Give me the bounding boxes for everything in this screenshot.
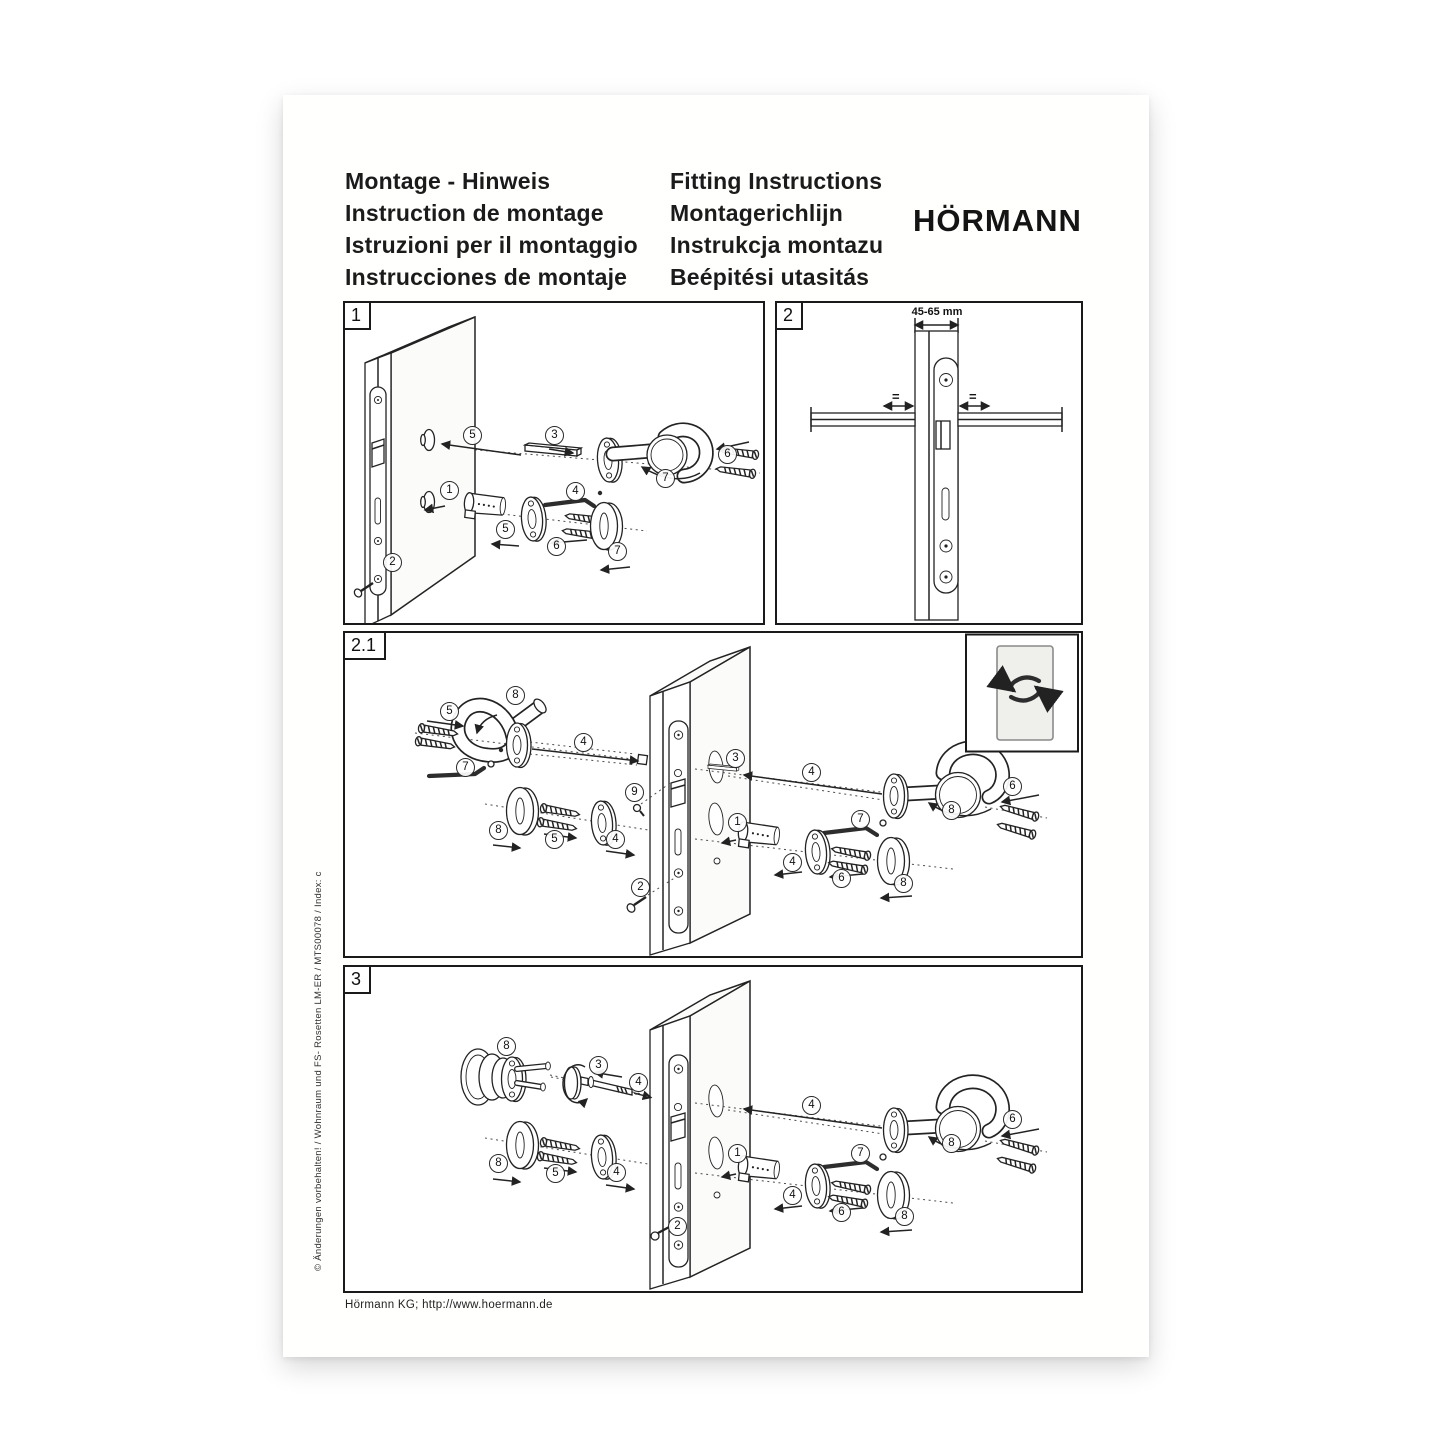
callout: 6 xyxy=(832,1203,851,1222)
equal-mark: = xyxy=(892,389,900,404)
panel-step-2-1 xyxy=(343,631,1083,958)
dimension-label: 45-65 mm xyxy=(911,306,963,318)
callout: 8 xyxy=(489,821,508,840)
callout: 4 xyxy=(629,1073,648,1092)
title-line: Montagerichlijn xyxy=(670,200,843,226)
callout: 8 xyxy=(506,686,525,705)
callout: 4 xyxy=(574,733,593,752)
callout: 9 xyxy=(625,783,644,802)
callout: 1 xyxy=(728,813,747,832)
callout: 5 xyxy=(545,830,564,849)
callout: 3 xyxy=(726,749,745,768)
callout: 5 xyxy=(463,426,482,445)
title-line: Istruzioni per il montaggio xyxy=(345,232,638,258)
title-line: Instrucciones de montaje xyxy=(345,264,628,290)
callout: 7 xyxy=(851,1144,870,1163)
instruction-sheet xyxy=(283,95,1149,1357)
callout: 5 xyxy=(440,702,459,721)
callout: 4 xyxy=(783,1186,802,1205)
title-line: Beépitési utasitás xyxy=(670,264,870,290)
callout: 6 xyxy=(1003,777,1022,796)
imprint-line: Hörmann KG; http://www.hoermann.de xyxy=(345,1299,553,1311)
callout: 6 xyxy=(718,445,737,464)
callout: 8 xyxy=(489,1154,508,1173)
title-block-left xyxy=(345,165,638,293)
callout: 4 xyxy=(802,1096,821,1115)
lever-handle-illustration xyxy=(613,430,706,476)
exploded-diagram-step-2-1 xyxy=(345,633,1081,956)
title-line: Instrukcja montazu xyxy=(670,232,884,258)
title-line: Montage - Hinweis xyxy=(345,168,551,194)
callout: 8 xyxy=(894,874,913,893)
panel-step-3 xyxy=(343,965,1083,1293)
title-line: Instruction de montage xyxy=(345,200,604,226)
callout: 7 xyxy=(851,810,870,829)
door-section-diagram-step-2 xyxy=(777,303,1081,623)
callout: 8 xyxy=(895,1207,914,1226)
callout: 6 xyxy=(832,869,851,888)
callout: 1 xyxy=(440,481,459,500)
callout: 5 xyxy=(546,1164,565,1183)
door-illustration xyxy=(365,317,475,623)
lever-handle-illustration xyxy=(458,697,549,768)
callout: 8 xyxy=(942,1134,961,1153)
title-block-right xyxy=(670,165,883,293)
callout: 7 xyxy=(456,758,475,777)
callout: 3 xyxy=(545,426,564,445)
panel-step-1 xyxy=(343,301,765,625)
callout: 5 xyxy=(496,520,515,539)
exploded-diagram-step-3 xyxy=(345,967,1081,1291)
callout: 2 xyxy=(631,878,650,897)
panel-number-label: 3 xyxy=(345,967,371,994)
equal-mark: = xyxy=(969,389,977,404)
allen-key-illustration xyxy=(545,500,594,506)
callout: 4 xyxy=(606,830,625,849)
handing-inset-box xyxy=(966,635,1078,752)
callout: 2 xyxy=(668,1217,687,1236)
hoermann-logo: HÖRMANN xyxy=(913,203,1082,238)
callout: 3 xyxy=(589,1056,608,1075)
callout: 8 xyxy=(942,801,961,820)
callout: 4 xyxy=(566,482,585,501)
callout: 6 xyxy=(1003,1110,1022,1129)
panel-number-label: 1 xyxy=(345,303,371,330)
callout: 4 xyxy=(607,1163,626,1182)
callout: 4 xyxy=(783,853,802,872)
callout: 2 xyxy=(383,553,402,572)
door-edge-illustration xyxy=(915,331,958,620)
callout: 8 xyxy=(497,1037,516,1056)
panel-number-label: 2.1 xyxy=(345,633,386,660)
callout: 6 xyxy=(547,537,566,556)
panel-number-label: 2 xyxy=(777,303,803,330)
title-line: Fitting Instructions xyxy=(670,168,883,194)
knob-illustration xyxy=(461,1049,550,1105)
exploded-diagram-step-1 xyxy=(345,303,763,623)
callout: 7 xyxy=(608,542,627,561)
callout: 7 xyxy=(656,469,675,488)
callout: 4 xyxy=(802,763,821,782)
callout: 1 xyxy=(728,1144,747,1163)
side-copyright-note: © Änderungen vorbehalten! / Wohnraum und FS- Rosetten LM-ER / MTS00078 / Index: c xyxy=(313,871,324,1271)
panel-step-2 xyxy=(775,301,1083,625)
